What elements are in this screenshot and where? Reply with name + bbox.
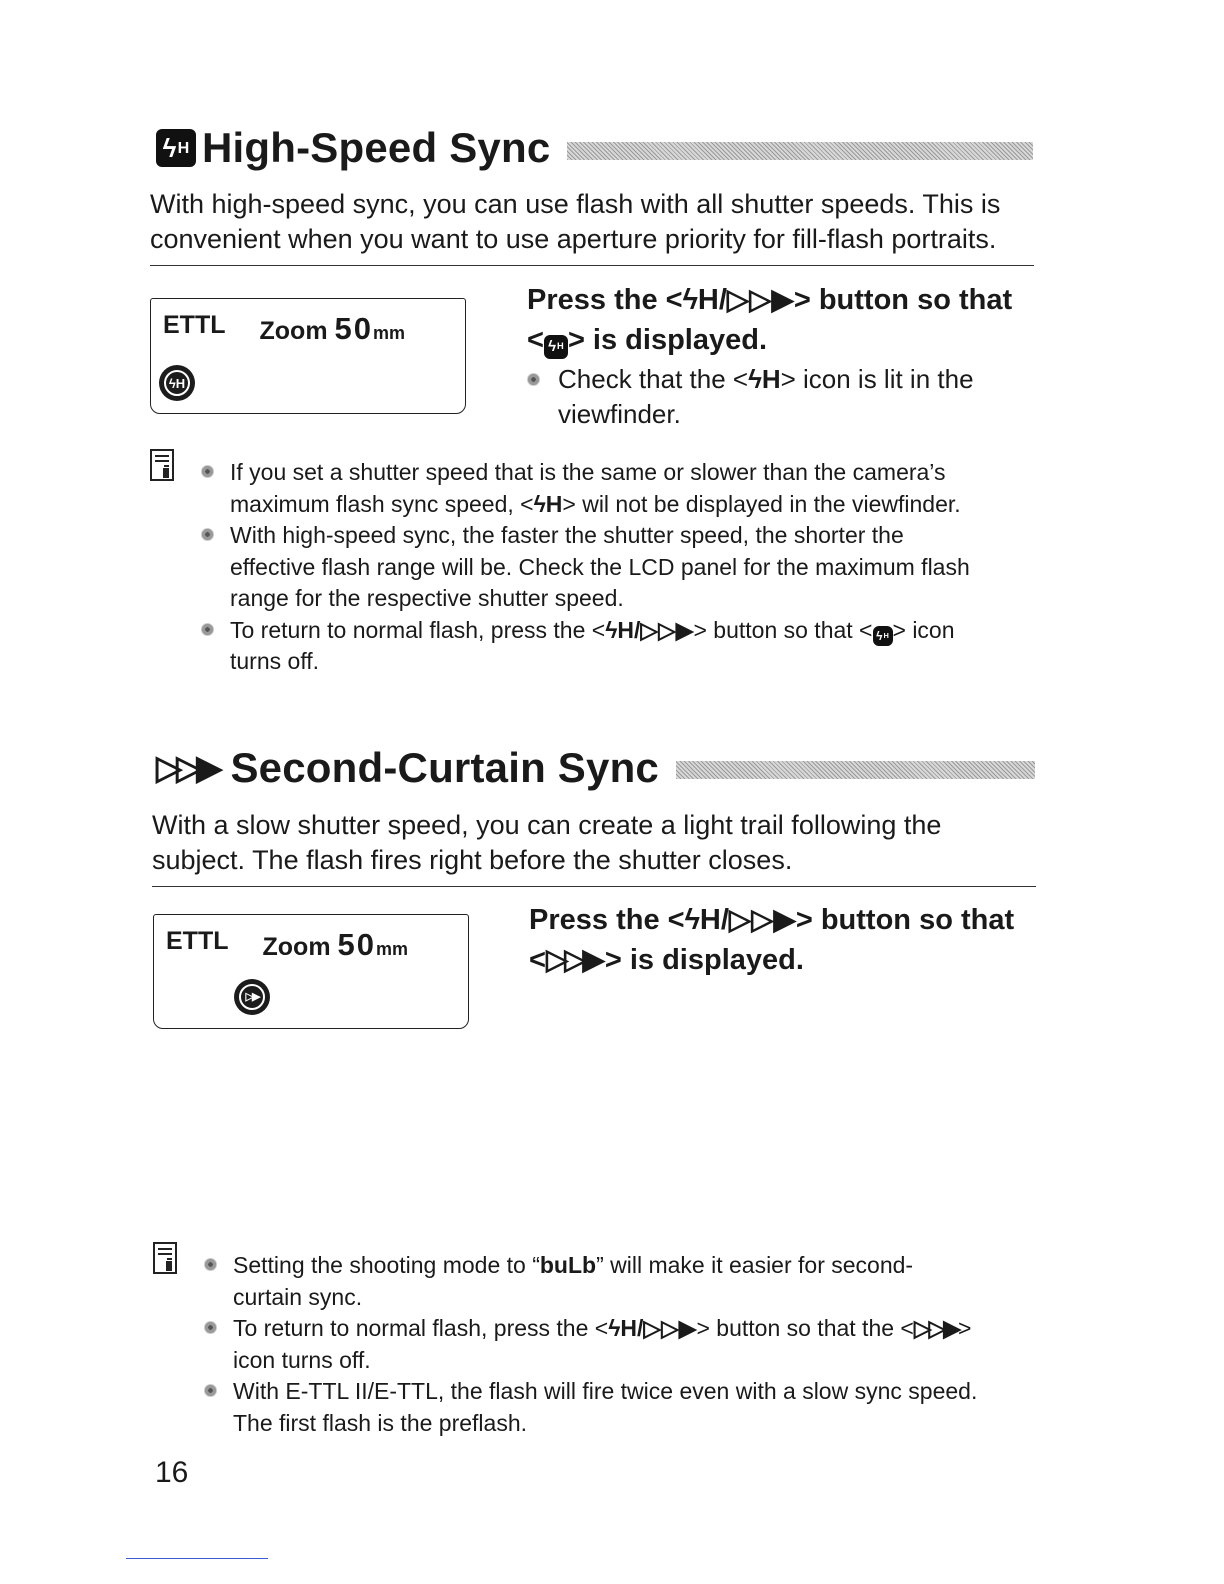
memo-note-icon bbox=[150, 449, 174, 481]
step-note: Check that the <ϟH> icon is lit in the viewfinder. bbox=[527, 362, 1037, 432]
section-title-high-speed-sync bbox=[156, 124, 550, 172]
flash-button-symbol: ϟH/▷▷▶ bbox=[684, 904, 796, 936]
second-curtain-sync-icon: ▷▷▶ bbox=[545, 944, 601, 976]
step-instruction: Press the <ϟH/▷▷▶> button so that <▷▷▶ > is displayed. bbox=[529, 900, 1039, 980]
notes-list bbox=[201, 457, 1031, 678]
step-instruction: Press the <ϟH/▷▷▶> button so that < ϟ H > is displayed. Check that the <ϟH> icon is lit in the viewfinder. bbox=[527, 280, 1037, 432]
high-speed-sync-icon: ϟ H bbox=[156, 129, 196, 167]
list-item: With high-speed sync, the faster the shutter speed, the shorter the effective flash range will be. Check the LCD panel for the maximum flash range for the respective shutter speed. bbox=[201, 520, 1031, 615]
bullet-icon bbox=[204, 1384, 217, 1397]
intro-paragraph: With a slow shutter speed, you can create a light trail following the subject. The flash fires right before the shutter closes. bbox=[152, 810, 942, 875]
lcd-zoom: Zoom 50mm bbox=[262, 927, 408, 962]
notes-list bbox=[204, 1250, 1034, 1439]
title-decoration-bar bbox=[676, 761, 1035, 779]
high-speed-sync-icon: ϟ H bbox=[544, 335, 568, 359]
high-speed-sync-icon: ϟ H bbox=[873, 626, 893, 646]
bullet-icon bbox=[201, 623, 214, 636]
bullet-icon bbox=[204, 1321, 217, 1334]
lcd-panel-illustration bbox=[150, 298, 466, 414]
lcd-high-speed-sync-icon: ϟH bbox=[159, 365, 195, 401]
bullet-icon bbox=[201, 528, 214, 541]
step-title: Press the <ϟH/▷▷▶> button so that bbox=[529, 904, 1015, 936]
title-decoration-bar bbox=[567, 142, 1033, 160]
second-curtain-sync-icon: ▷▷▶ bbox=[156, 749, 217, 787]
list-item: With E-TTL II/E-TTL, the flash will fire twice even with a slow sync speed. The first flash is the preflash. bbox=[204, 1376, 1034, 1439]
section-title-text: High-Speed Sync bbox=[202, 124, 551, 171]
footer-rule bbox=[126, 1558, 268, 1559]
flash-button-symbol: ϟH/▷▷▶ bbox=[682, 284, 794, 316]
lcd-zoom: Zoom 50mm bbox=[259, 311, 405, 346]
divider-line bbox=[152, 886, 1036, 887]
section-title-text: Second-Curtain Sync bbox=[230, 744, 659, 791]
bullet-icon bbox=[201, 465, 214, 478]
list-item: To return to normal flash, press the <ϟH/▷▷▶> button so that the <▷▷▶> icon turns off. bbox=[204, 1313, 1034, 1376]
section-title-second-curtain-sync bbox=[156, 744, 659, 792]
step-title: Press the <ϟH/▷▷▶> button so that bbox=[527, 284, 1013, 316]
list-item: If you set a shutter speed that is the same or slower than the camera’s maximum flash sync speed, <ϟH> wil not be displayed in the viewfinder. bbox=[201, 457, 1031, 520]
list-item: To return to normal flash, press the <ϟH/▷▷▶> button so that < ϟ H > icon turns off. bbox=[201, 615, 1031, 678]
intro-paragraph: With high-speed sync, you can use flash with all shutter speeds. This is convenient when you want to use aperture priority for fill-flash portraits. bbox=[150, 189, 1001, 254]
list-item: Setting the shooting mode to “buLb” will make it easier for second- curtain sync. bbox=[204, 1250, 1034, 1313]
lcd-mode: ETTL bbox=[166, 927, 229, 955]
lcd-mode: ETTL bbox=[163, 311, 226, 339]
bullet-icon bbox=[204, 1258, 217, 1271]
lcd-second-curtain-icon: ▷▶ bbox=[234, 979, 270, 1015]
memo-note-icon bbox=[153, 1242, 177, 1274]
lcd-panel-illustration bbox=[153, 914, 469, 1029]
page-number: 16 bbox=[155, 1456, 189, 1489]
divider-line bbox=[150, 265, 1034, 266]
bullet-icon bbox=[527, 373, 540, 386]
